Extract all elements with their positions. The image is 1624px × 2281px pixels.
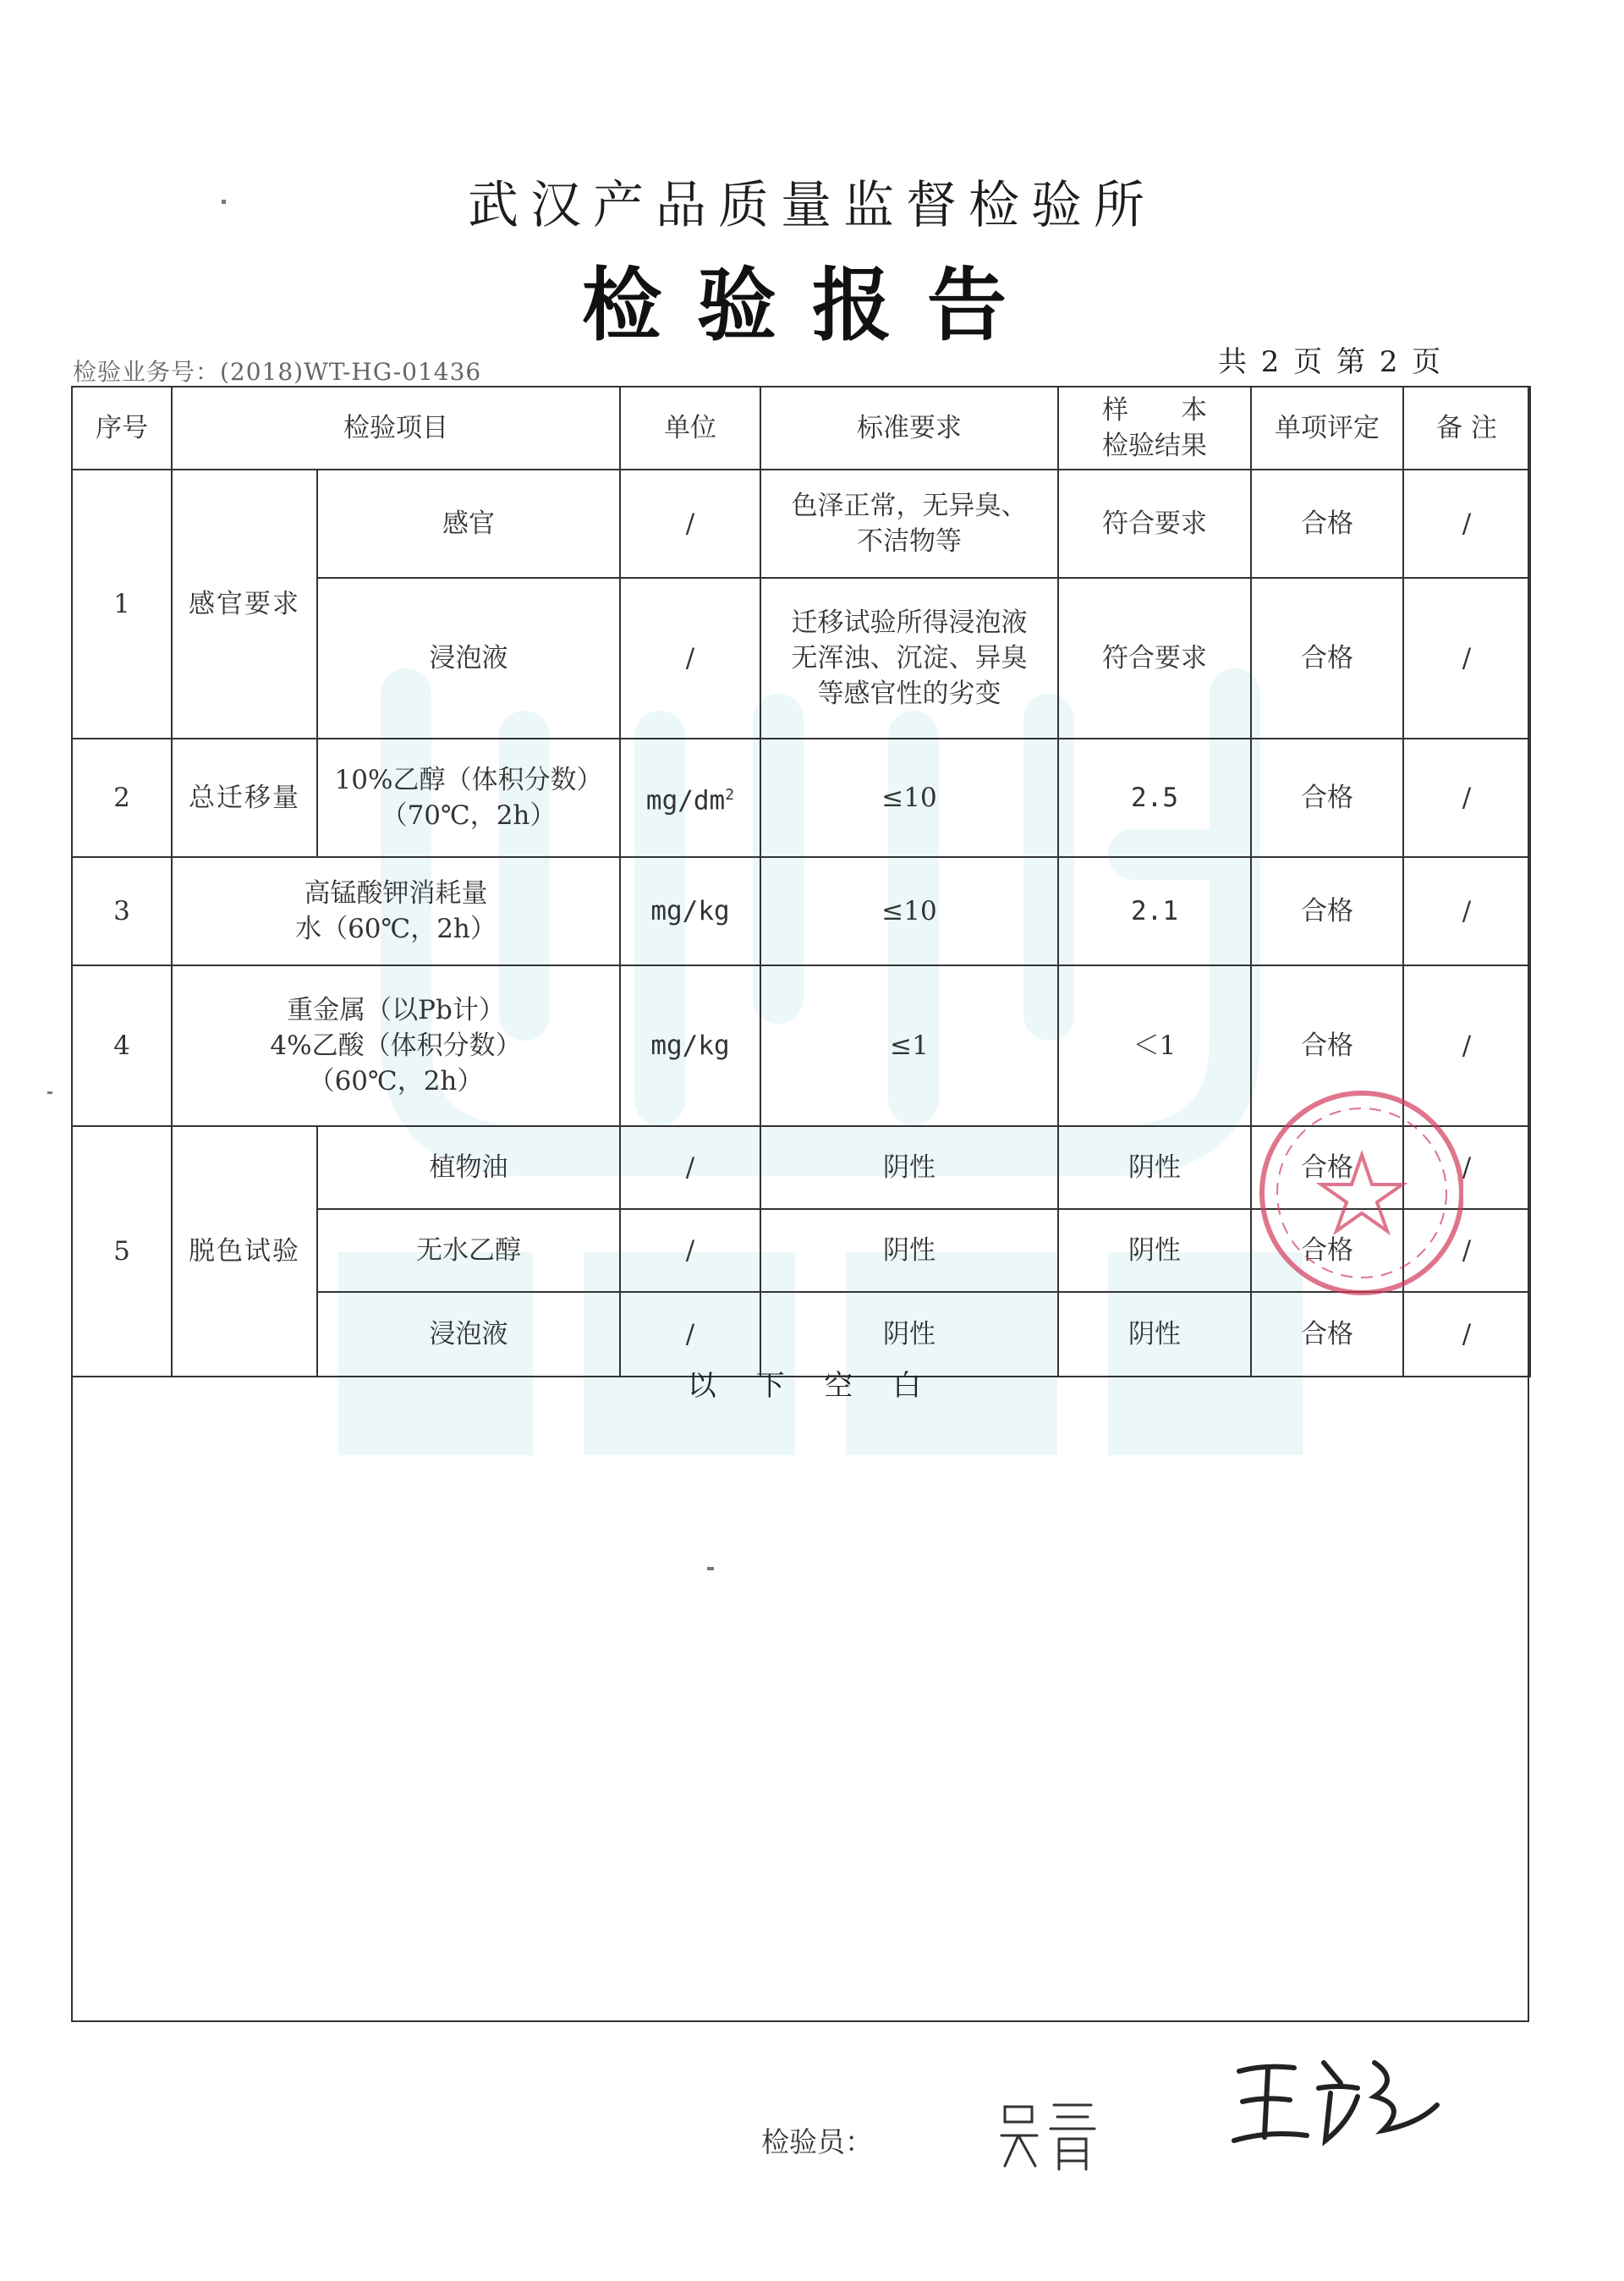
scan-speck — [222, 200, 226, 204]
inspection-stamp — [1235, 1036, 1463, 1349]
row-result: 阴性 — [1058, 1126, 1251, 1209]
inspector-signature — [998, 2098, 1100, 2174]
row-unit: / — [620, 1126, 760, 1209]
row-standard: ≤1 — [760, 965, 1058, 1126]
row-note: / — [1403, 739, 1530, 857]
row-unit: / — [620, 470, 760, 578]
row-seq: 2 — [72, 739, 172, 857]
row-seq: 3 — [72, 857, 172, 965]
row-standard: 色泽正常，无异臭、 不洁物等 — [760, 470, 1058, 578]
blank-below-note: 以 下 空 白 — [687, 1369, 937, 1403]
row-unit: / — [620, 1209, 760, 1292]
row-item: 感官 — [317, 470, 620, 578]
row-seq: 5 — [72, 1126, 172, 1377]
row-result: ＜1 — [1058, 965, 1251, 1126]
row-standard: ≤10 — [760, 739, 1058, 857]
row-category: 脱色试验 — [172, 1126, 317, 1377]
table-header-row — [72, 387, 1530, 470]
row-note: / — [1403, 1209, 1530, 1292]
row-unit: / — [620, 1292, 760, 1377]
approver-signature — [1231, 2046, 1442, 2156]
scan-speck — [707, 1567, 714, 1570]
row-standard: 阴性 — [760, 1126, 1058, 1209]
row-note: / — [1403, 965, 1530, 1126]
row-verdict: 合格 — [1251, 857, 1403, 965]
scan-speck — [47, 1091, 52, 1094]
row-result: 符合要求 — [1058, 578, 1251, 739]
header-item: 检验项目 — [172, 387, 620, 470]
row-standard: 迁移试验所得浸泡液 无浑浊、沉淀、异臭 等感官性的劣变 — [760, 578, 1058, 739]
organization-title: 武汉产品质量监督检验所 — [468, 176, 1156, 235]
row-result: 2.1 — [1058, 857, 1251, 965]
row-result: 阴性 — [1058, 1292, 1251, 1377]
row-result: 2.5 — [1058, 739, 1251, 857]
table-row — [72, 857, 1530, 965]
row-item: 10%乙醇（体积分数） （70℃，2h） — [317, 739, 620, 857]
row-category: 总迁移量 — [172, 739, 317, 857]
report-title: 检验报告 — [581, 259, 1042, 352]
row-item: 植物油 — [317, 1126, 620, 1209]
row-item: 浸泡液 — [317, 578, 620, 739]
business-number: 检验业务号：(2018)WT-HG-01436 — [73, 358, 482, 386]
row-verdict: 合格 — [1251, 1126, 1403, 1209]
row-unit: mg/kg — [620, 965, 760, 1126]
row-note: / — [1403, 470, 1530, 578]
header-result: 样 本 检验结果 — [1058, 387, 1251, 470]
header-note: 备 注 — [1403, 387, 1530, 470]
row-item: 重金属（以Pb计） 4%乙酸（体积分数） （60℃，2h） — [172, 965, 620, 1126]
inspector-label: 检验员： — [761, 2125, 873, 2158]
row-result: 阴性 — [1058, 1209, 1251, 1292]
row-result: 符合要求 — [1058, 470, 1251, 578]
table-row — [72, 739, 1530, 857]
header-unit: 单位 — [620, 387, 760, 470]
row-item: 高锰酸钾消耗量 水（60℃，2h） — [172, 857, 620, 965]
row-note: / — [1403, 578, 1530, 739]
row-verdict: 合格 — [1251, 1209, 1403, 1292]
row-unit: / — [620, 578, 760, 739]
table-row — [72, 470, 1530, 578]
row-verdict: 合格 — [1251, 1292, 1403, 1377]
row-note: / — [1403, 1292, 1530, 1377]
row-standard: ≤10 — [760, 857, 1058, 965]
row-unit: mg/kg — [620, 857, 760, 965]
header-standard: 标准要求 — [760, 387, 1058, 470]
page-info: 共 2 页 第 2 页 — [1218, 345, 1444, 379]
row-item: 无水乙醇 — [317, 1209, 620, 1292]
row-category: 感官要求 — [172, 470, 317, 739]
row-item: 浸泡液 — [317, 1292, 620, 1377]
row-unit: $mg/dm^2$ — [620, 739, 760, 857]
row-verdict: 合格 — [1251, 965, 1403, 1126]
row-verdict: 合格 — [1251, 578, 1403, 739]
row-standard: 阴性 — [760, 1209, 1058, 1292]
header-seq: 序号 — [72, 387, 172, 470]
row-note: / — [1403, 857, 1530, 965]
row-seq: 4 — [72, 965, 172, 1126]
row-standard: 阴性 — [760, 1292, 1058, 1377]
row-verdict: 合格 — [1251, 739, 1403, 857]
row-note: / — [1403, 1126, 1530, 1209]
row-seq: 1 — [72, 470, 172, 739]
row-verdict: 合格 — [1251, 470, 1403, 578]
header-verdict: 单项评定 — [1251, 387, 1403, 470]
